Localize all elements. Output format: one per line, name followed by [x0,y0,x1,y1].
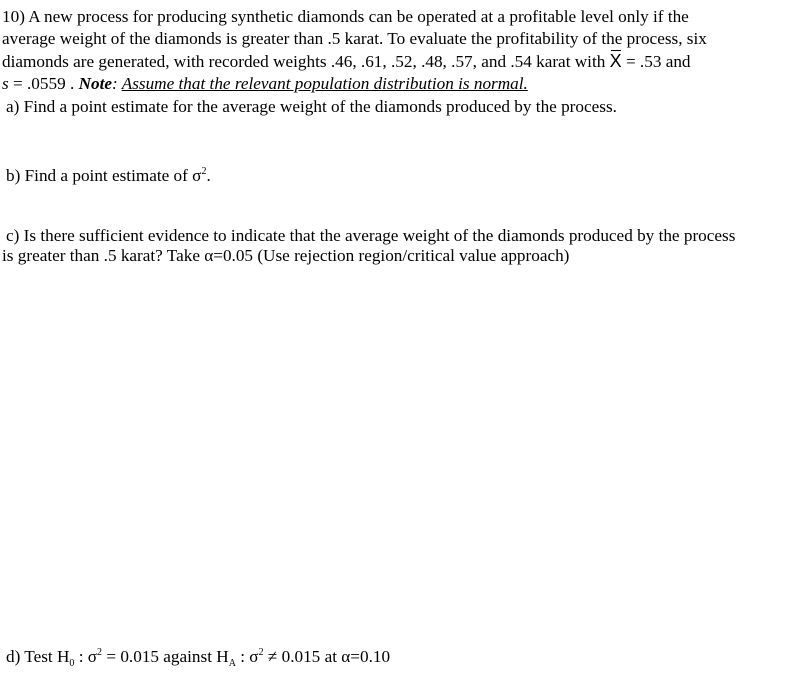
part-d [6,642,390,675]
part-c-line-1: c) Is there sufficient evidence to indicate that the average weight of the diamonds produced by the process [6,226,736,245]
part-c-line-2: is greater than .5 karat? Take α=0.05 (Use rejection region/critical value approach) [2,246,570,265]
note-colon: : [111,74,122,93]
part-d-against: = 0.015 against H [102,647,229,666]
x-bar-value: = .53 and [621,52,691,71]
part-d-exp-1: 2 [97,647,103,658]
s-symbol: s [2,74,9,93]
problem-line-4 [2,73,528,95]
s-value: = .0559 . [8,74,79,93]
part-b-text: b) Find a point estimate of σ [6,166,202,185]
part-b-end: . [206,166,211,185]
part-d-exp-2: 2 [258,647,264,658]
part-b [6,161,211,187]
part-d-sigma-2: : σ [235,647,259,666]
part-d-prefix: d) Test H [6,647,70,666]
part-d-sigma-1: : σ [74,647,98,666]
part-b-exponent: 2 [201,166,207,177]
part-a: a) Find a point estimate for the average weight of the diamonds produced by the process. [6,97,617,116]
part-d-sub-a: A [228,658,236,669]
problem-line-3-text: diamonds are generated, with recorded weights .46, .61, .52, .48, .57, and .54 karat with [2,52,610,71]
note-text: Assume that the relevant population distribution is normal. [121,74,528,93]
problem-line-2: average weight of the diamonds is greater than .5 karat. To evaluate the profitability of the process, six [2,29,707,48]
part-d-end: ≠ 0.015 at α=0.10 [263,647,391,666]
problem-line-3 [2,50,691,73]
x-bar-symbol: X [609,51,622,71]
part-d-sub-0: 0 [69,658,75,669]
note-label: Note [78,74,112,93]
problem-line-1: 10) A new process for producing synthetic diamonds can be operated at a profitable level only if the [2,7,689,26]
